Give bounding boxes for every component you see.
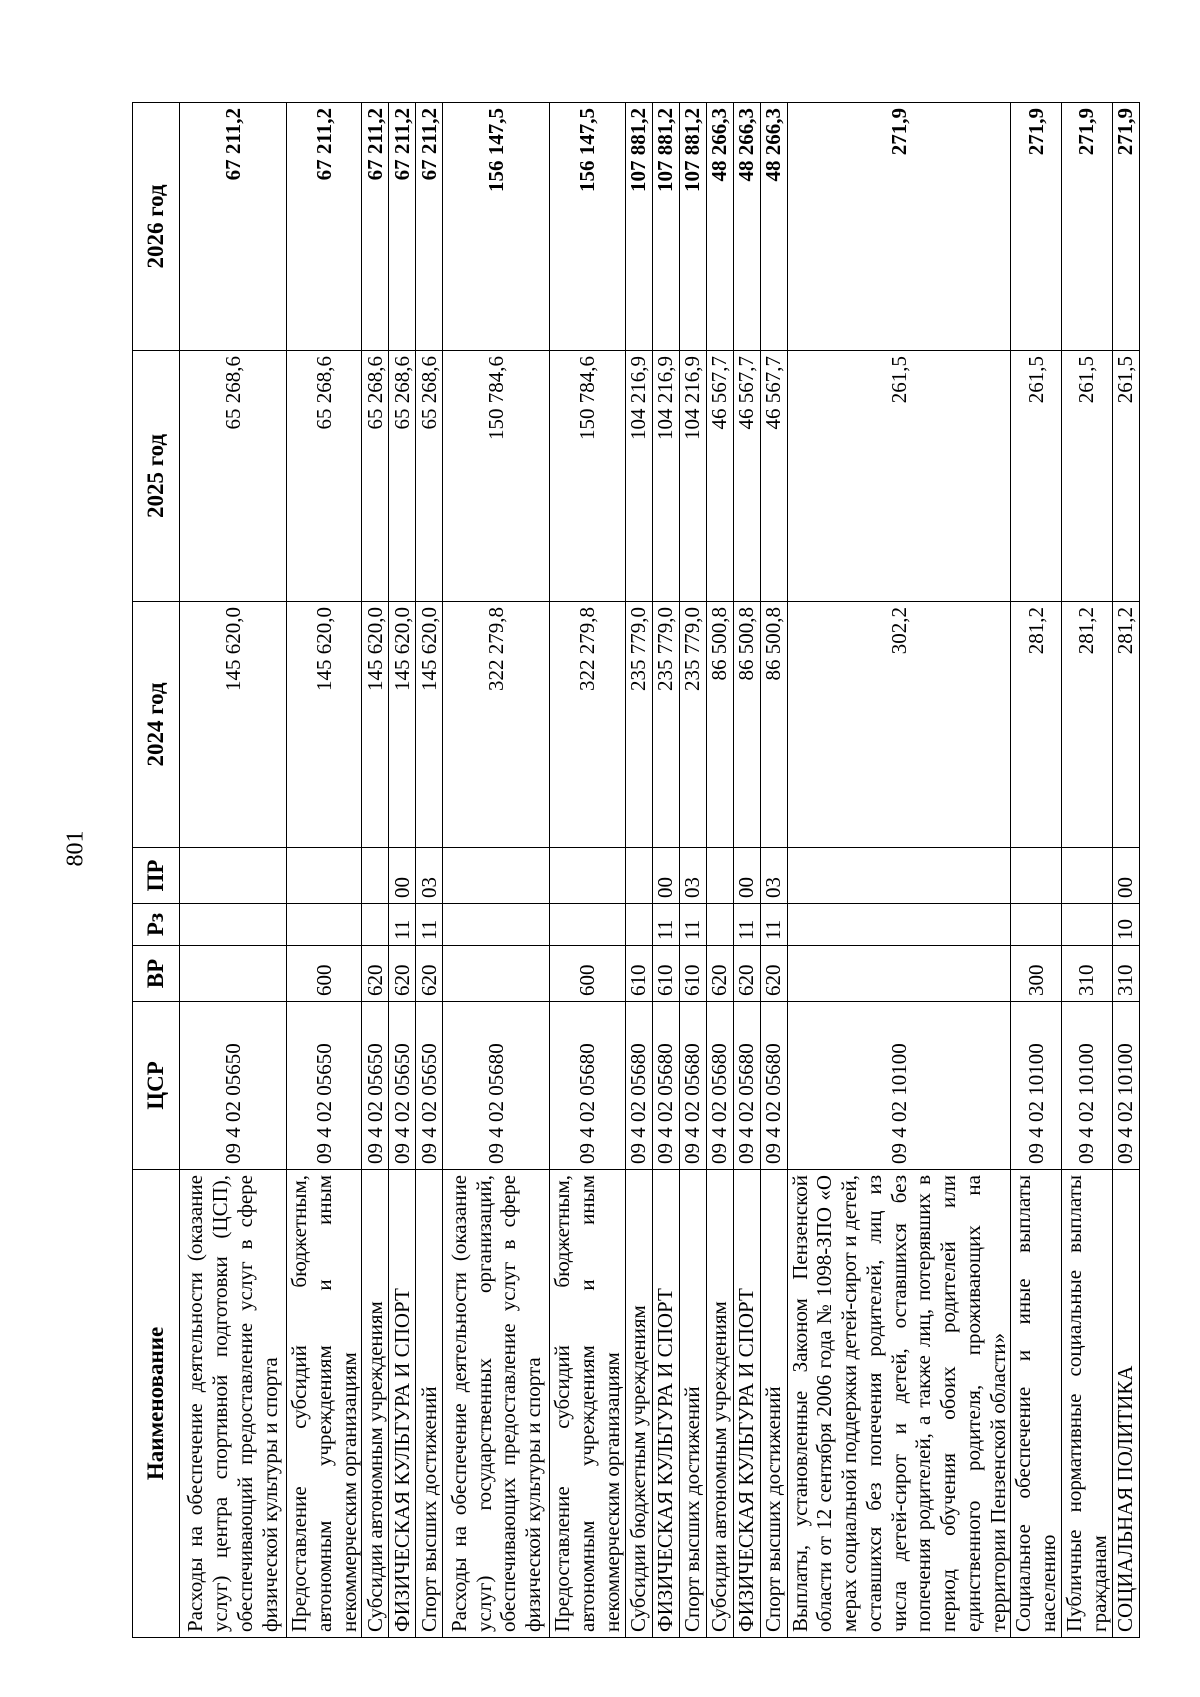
cell-y2024: 145 620,0 [180, 602, 287, 848]
cell-vr: 620 [706, 946, 733, 1002]
table-header-row [133, 103, 180, 1638]
cell-y2025: 104 216,9 [625, 351, 652, 602]
cell-vr: 600 [550, 946, 625, 1002]
cell-y2025: 65 268,6 [362, 351, 389, 602]
header-pr: ПР [133, 848, 180, 904]
cell-vr: 620 [416, 946, 443, 1002]
cell-y2024: 235 779,0 [625, 602, 652, 848]
cell-name: Субсидии бюджетным учреждениям [625, 1170, 652, 1638]
cell-csr: 09 4 02 05680 [706, 1002, 733, 1170]
cell-y2026: 48 266,3 [760, 103, 787, 351]
cell-y2026: 107 881,2 [679, 103, 706, 351]
table-row [652, 103, 679, 1638]
table-row [1062, 103, 1113, 1638]
cell-rz [1011, 904, 1062, 946]
table-row [287, 103, 362, 1638]
cell-y2025: 261,5 [1062, 351, 1113, 602]
budget-table [132, 102, 1140, 1638]
cell-pr [443, 848, 550, 904]
header-vr: ВР [133, 946, 180, 1002]
cell-csr: 09 4 02 05680 [733, 1002, 760, 1170]
cell-y2025: 46 567,7 [706, 351, 733, 602]
cell-rz [550, 904, 625, 946]
cell-pr: 00 [733, 848, 760, 904]
cell-y2025: 150 784,6 [443, 351, 550, 602]
cell-vr: 600 [287, 946, 362, 1002]
cell-pr: 03 [416, 848, 443, 904]
cell-pr: 00 [652, 848, 679, 904]
cell-rz: 11 [679, 904, 706, 946]
page-number: 801 [62, 830, 89, 867]
table-row [389, 103, 416, 1638]
table-row [443, 103, 550, 1638]
table-row [706, 103, 733, 1638]
cell-vr: 610 [679, 946, 706, 1002]
cell-y2025: 104 216,9 [652, 351, 679, 602]
cell-csr: 09 4 02 10100 [1011, 1002, 1062, 1170]
header-rz: Рз [133, 904, 180, 946]
cell-y2024: 86 500,8 [733, 602, 760, 848]
cell-y2025: 150 784,6 [550, 351, 625, 602]
cell-vr: 310 [1062, 946, 1113, 1002]
table-row [1112, 103, 1139, 1638]
table-row [625, 103, 652, 1638]
cell-name: Предоставление субсидий бюджетным, автономным учреждениям и иным некоммерческим организациям [550, 1170, 625, 1638]
cell-y2025: 261,5 [787, 351, 1011, 602]
cell-csr: 09 4 02 05680 [550, 1002, 625, 1170]
cell-csr: 09 4 02 05680 [443, 1002, 550, 1170]
cell-y2024: 281,2 [1011, 602, 1062, 848]
cell-vr: 610 [652, 946, 679, 1002]
cell-name: Субсидии автономным учреждениям [706, 1170, 733, 1638]
cell-rz: 11 [733, 904, 760, 946]
cell-y2024: 322 279,8 [443, 602, 550, 848]
cell-rz [706, 904, 733, 946]
cell-y2024: 145 620,0 [362, 602, 389, 848]
cell-csr: 09 4 02 05680 [679, 1002, 706, 1170]
cell-csr: 09 4 02 05650 [389, 1002, 416, 1170]
table-row [679, 103, 706, 1638]
cell-y2025: 65 268,6 [180, 351, 287, 602]
cell-name: СОЦИАЛЬНАЯ ПОЛИТИКА [1112, 1170, 1139, 1638]
cell-name: Спорт высших достижений [416, 1170, 443, 1638]
cell-vr: 310 [1112, 946, 1139, 1002]
cell-pr [625, 848, 652, 904]
cell-csr: 09 4 02 10100 [1112, 1002, 1139, 1170]
cell-rz [287, 904, 362, 946]
table-row [733, 103, 760, 1638]
header-name: Наименование [133, 1170, 180, 1638]
cell-rz [625, 904, 652, 946]
cell-y2024: 86 500,8 [706, 602, 733, 848]
rotated-page-content [132, 103, 1138, 1638]
cell-name: ФИЗИЧЕСКАЯ КУЛЬТУРА И СПОРТ [652, 1170, 679, 1638]
cell-pr: 00 [389, 848, 416, 904]
cell-y2024: 145 620,0 [416, 602, 443, 848]
cell-y2026: 107 881,2 [625, 103, 652, 351]
cell-rz [180, 904, 287, 946]
cell-y2024: 322 279,8 [550, 602, 625, 848]
cell-vr: 620 [389, 946, 416, 1002]
cell-name: Выплаты, установленные Законом Пензенской области от 12 сентября 2006 года № 1098-ЗПО «О мерах социальной поддержки детей-сирот и детей, оставшихся без попечения родителей, лиц из числа детей-сирот и детей, оставшихся без попечения родителей, а также лиц, потерявших в период обучения обоих родителей или единственного родителя, проживающих на территории Пензенской области» [787, 1170, 1011, 1638]
cell-y2024: 86 500,8 [760, 602, 787, 848]
cell-y2026: 67 211,2 [362, 103, 389, 351]
cell-y2026: 67 211,2 [416, 103, 443, 351]
cell-vr: 620 [733, 946, 760, 1002]
cell-name: ФИЗИЧЕСКАЯ КУЛЬТУРА И СПОРТ [733, 1170, 760, 1638]
cell-y2026: 271,9 [1112, 103, 1139, 351]
cell-y2026: 48 266,3 [706, 103, 733, 351]
cell-y2024: 281,2 [1062, 602, 1113, 848]
cell-csr: 09 4 02 05650 [362, 1002, 389, 1170]
cell-vr: 620 [760, 946, 787, 1002]
cell-vr [443, 946, 550, 1002]
cell-name: Спорт высших достижений [760, 1170, 787, 1638]
cell-y2024: 145 620,0 [287, 602, 362, 848]
cell-pr: 03 [760, 848, 787, 904]
cell-y2026: 107 881,2 [652, 103, 679, 351]
table-row [787, 103, 1011, 1638]
cell-y2025: 46 567,7 [760, 351, 787, 602]
cell-csr: 09 4 02 05680 [625, 1002, 652, 1170]
cell-name: Социальное обеспечение и иные выплаты населению [1011, 1170, 1062, 1638]
cell-y2026: 67 211,2 [389, 103, 416, 351]
cell-vr: 620 [362, 946, 389, 1002]
cell-name: Публичные нормативные социальные выплаты гражданам [1062, 1170, 1113, 1638]
cell-pr [706, 848, 733, 904]
cell-y2026: 67 211,2 [287, 103, 362, 351]
cell-pr [787, 848, 1011, 904]
cell-y2025: 261,5 [1112, 351, 1139, 602]
cell-rz: 11 [389, 904, 416, 946]
cell-vr [180, 946, 287, 1002]
cell-name: Предоставление субсидий бюджетным, автономным учреждениям и иным некоммерческим организациям [287, 1170, 362, 1638]
cell-y2025: 65 268,6 [416, 351, 443, 602]
cell-y2024: 145 620,0 [389, 602, 416, 848]
cell-rz: 11 [416, 904, 443, 946]
cell-pr [1062, 848, 1113, 904]
cell-y2026: 67 211,2 [180, 103, 287, 351]
cell-csr: 09 4 02 10100 [787, 1002, 1011, 1170]
cell-name: ФИЗИЧЕСКАЯ КУЛЬТУРА И СПОРТ [389, 1170, 416, 1638]
cell-rz [362, 904, 389, 946]
header-2024: 2024 год [133, 602, 180, 848]
header-2026: 2026 год [133, 103, 180, 351]
table-row [550, 103, 625, 1638]
table-stage [132, 103, 1138, 1638]
cell-y2026: 156 147,5 [550, 103, 625, 351]
cell-y2026: 271,9 [787, 103, 1011, 351]
cell-csr: 09 4 02 10100 [1062, 1002, 1113, 1170]
cell-y2024: 235 779,0 [652, 602, 679, 848]
cell-csr: 09 4 02 05650 [416, 1002, 443, 1170]
cell-y2026: 271,9 [1062, 103, 1113, 351]
cell-y2024: 302,2 [787, 602, 1011, 848]
cell-y2025: 65 268,6 [287, 351, 362, 602]
cell-csr: 09 4 02 05650 [287, 1002, 362, 1170]
cell-y2024: 235 779,0 [679, 602, 706, 848]
table-row [180, 103, 287, 1638]
cell-pr: 00 [1112, 848, 1139, 904]
cell-rz [443, 904, 550, 946]
cell-pr [550, 848, 625, 904]
cell-vr: 300 [1011, 946, 1062, 1002]
cell-rz: 10 [1112, 904, 1139, 946]
cell-y2025: 261,5 [1011, 351, 1062, 602]
header-2025: 2025 год [133, 351, 180, 602]
cell-name: Расходы на обеспечение деятельности (оказание услуг) центра спортивной подготовки (ЦСП), обеспечивающий предоставление услуг в сфере физической культуры и спорта [180, 1170, 287, 1638]
cell-vr [787, 946, 1011, 1002]
table-row [1011, 103, 1062, 1638]
cell-name: Субсидии автономным учреждениям [362, 1170, 389, 1638]
cell-rz: 11 [760, 904, 787, 946]
table-row [416, 103, 443, 1638]
cell-y2026: 271,9 [1011, 103, 1062, 351]
cell-csr: 09 4 02 05680 [760, 1002, 787, 1170]
table-row [760, 103, 787, 1638]
table-row [362, 103, 389, 1638]
cell-y2025: 65 268,6 [389, 351, 416, 602]
cell-y2024: 281,2 [1112, 602, 1139, 848]
cell-name: Расходы на обеспечение деятельности (оказание услуг) государственных организаций, обеспечивающих предоставление услуг в сфере физической культуры и спорта [443, 1170, 550, 1638]
cell-y2026: 48 266,3 [733, 103, 760, 351]
cell-y2025: 104 216,9 [679, 351, 706, 602]
cell-pr [180, 848, 287, 904]
cell-rz [787, 904, 1011, 946]
cell-name: Спорт высших достижений [679, 1170, 706, 1638]
cell-pr: 03 [679, 848, 706, 904]
cell-y2025: 46 567,7 [733, 351, 760, 602]
cell-pr [1011, 848, 1062, 904]
cell-csr: 09 4 02 05650 [180, 1002, 287, 1170]
cell-y2026: 156 147,5 [443, 103, 550, 351]
cell-pr [287, 848, 362, 904]
header-csr: ЦСР [133, 1002, 180, 1170]
cell-rz [1062, 904, 1113, 946]
cell-rz: 11 [652, 904, 679, 946]
cell-vr: 610 [625, 946, 652, 1002]
table-body [180, 103, 1140, 1638]
cell-csr: 09 4 02 05680 [652, 1002, 679, 1170]
cell-pr [362, 848, 389, 904]
